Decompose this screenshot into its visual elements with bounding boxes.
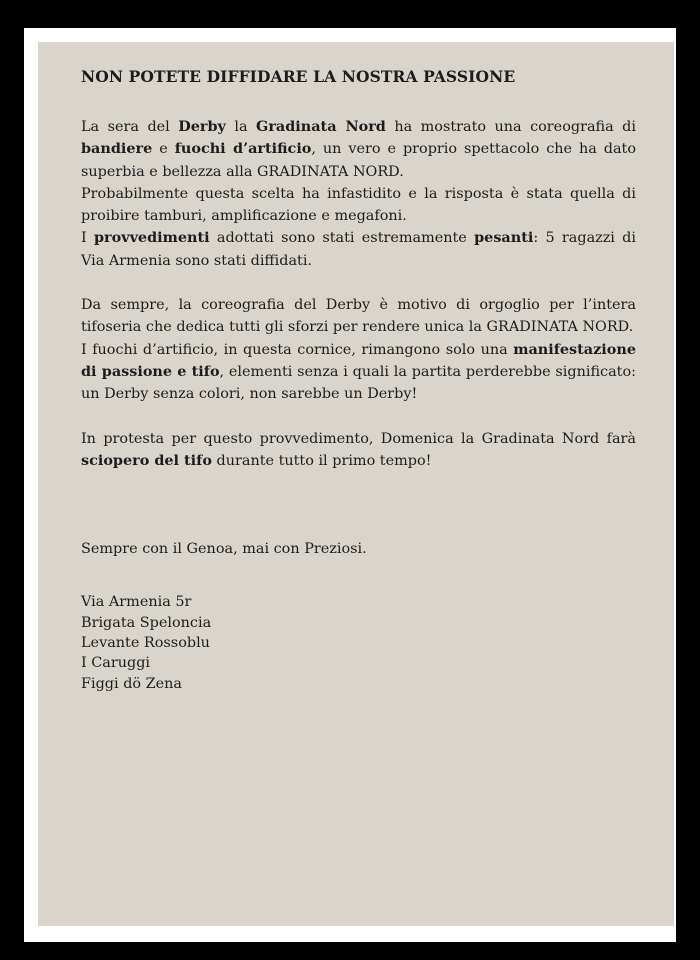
emphasis-text: sciopero del tifo bbox=[81, 451, 212, 469]
closing-line: Sempre con il Genoa, mai con Preziosi. bbox=[81, 541, 367, 558]
signatory: I Caruggi bbox=[81, 655, 151, 672]
emphasis-text: manifestazione di passione e tifo bbox=[81, 340, 636, 380]
document-title: NON POTETE DIFFIDARE LA NOSTRA PASSIONE bbox=[81, 67, 516, 86]
emphasis-text: fuochi d’artificio bbox=[174, 140, 312, 158]
emphasis-text: Derby bbox=[178, 118, 226, 135]
signatory: Levante Rossoblu bbox=[81, 634, 210, 651]
emphasis-text: provvedimenti bbox=[93, 229, 210, 247]
signatory: Brigata Speloncia bbox=[81, 614, 212, 631]
document-page bbox=[38, 42, 674, 926]
emphasis-text: bandiere bbox=[81, 140, 153, 158]
signatory: Figgi dö Zena bbox=[81, 675, 183, 692]
paragraph-derby-choreography: La sera del Derby la Gradinata Nord ha mostrato una coreografia di bandiere e fuochi d’artificio, un vero e proprio spettacolo che ha dato superbia e bellezza alla GRADINATA NORD. Probabilmente questa scelta ha infastidito e la risposta è stata quella di proibire tamburi, amplificazione e megafoni. I provvedimenti adottati sono stati estremamente pesanti: 5 ragazzi di Via Armenia sono stati diffidati. bbox=[81, 118, 637, 269]
emphasis-text: pesanti bbox=[474, 229, 534, 247]
paragraph-pride: Da sempre, la coreografia del Derby è motivo di orgoglio per l’intera tifoseria che dedica tutti gli sforzi per rendere unica la GRADINATA NORD. I fuochi d’artificio, in questa cornice, rimangono solo una manifestazione di passione e tifo, elementi senza i quali la partita perderebbe significato: un Derby senza colori, non sarebbe un Derby! bbox=[81, 297, 636, 403]
signatories-list bbox=[81, 592, 636, 694]
emphasis-text: Gradinata Nord bbox=[256, 118, 386, 135]
signatory: Via Armenia 5r bbox=[81, 594, 192, 611]
paragraph-protest: In protesta per questo provvedimento, Domenica la Gradinata Nord farà sciopero del tifo durante tutto il primo tempo! bbox=[81, 430, 636, 469]
